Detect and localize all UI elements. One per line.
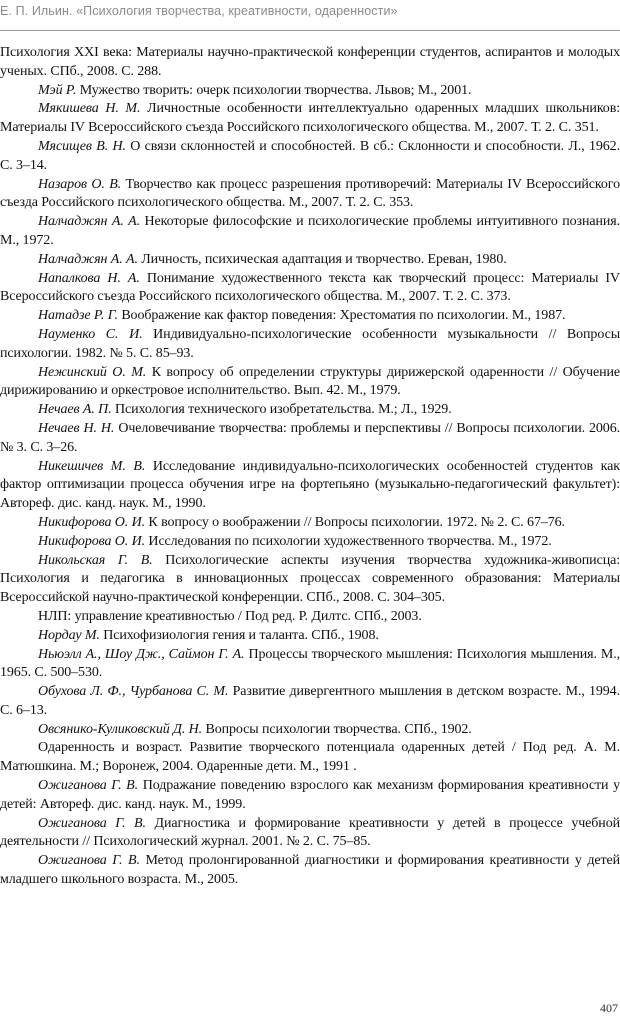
reference-author: Напалкова Н. А. [38,270,140,286]
reference-text: Очеловечивание творчества: проблемы и перспективы // Вопросы психологии. 2006. № 3. С. 3–26. [0,420,620,455]
reference-author: Ожиганова Г. В. [38,815,146,831]
reference-text: Психофизиология гения и таланта. СПб., 1908. [99,627,379,643]
reference-entry [0,777,620,815]
reference-author: Нечаев А. П. [38,402,112,418]
reference-entry [0,176,620,214]
reference-entry [0,251,620,270]
reference-list [0,44,620,890]
reference-text: Личность, психическая адаптация и творчество. Ереван, 1980. [137,251,507,267]
reference-author: Науменко С. И. [38,326,143,342]
reference-text: К вопросу о воображении // Вопросы психологии. 1972. № 2. С. 67–76. [145,514,565,530]
reference-text: Психология технического изобретательства. М.; Л., 1929. [111,402,452,418]
reference-author: Ньюэлл А., Шоу Дж., Саймон Г. А. [38,646,245,662]
reference-author: Мясищев В. Н. [38,138,126,154]
reference-author: Мякишева Н. М. [38,101,141,117]
reference-author: Налчаджян А. А. [38,214,141,230]
reference-text: Психология XXI века: Материалы научно-практической конференции студентов, аспирантов и молодых ученых. СПб., 2008. С. 288. [0,45,620,79]
reference-author: Обухова Л. Ф., Чурбанова С. М. [38,684,229,700]
reference-text: Развитие дивергентного мышления в детском возрасте. М., 1994. С. 6–13. [0,684,620,718]
reference-text: Личностные особенности интеллектуально одаренных младших школьников: Материалы IV Всероссийского съезда Российского психологического общества. М., 2007. Т. 2. С. 351. [0,101,620,136]
reference-entry [0,100,620,138]
reference-author: Никифорова О. И. [38,533,146,549]
reference-text: Исследование индивидуально-психологических особенностей студентов как фактор оптимизации процесса обучения игре на фортепьяно (музыкально-педагогический факультет): Автореф. дис. канд. наук. М., 1990. [0,458,620,512]
running-head: Е. П. Ильин. «Психология творчества, креативности, одаренности» [0,4,398,18]
reference-text: НЛП: управление креативностью / Под ред. Р. Дилтс. СПб., 2003. [38,608,422,624]
header-divider [0,30,620,31]
reference-text: Мужество творить: очерк психологии творчества. Львов; М., 2001. [76,82,472,98]
reference-text: Подражание поведению взрослого как механизм формирования креативности у детей: Автореф. дис. канд. наук. М., 1999. [0,778,620,812]
reference-text: Творчество как процесс разрешения противоречий: Материалы IV Всероссийского съезда Российского психологического общества. М., 2007. Т. 2. С. 353. [0,176,620,211]
reference-text: К вопросу об определении структуры дирижерской одаренности // Обучение дирижированию и оркестровое исполнительство. Вып. 42. М., 1979. [0,364,620,399]
reference-entry [0,420,620,458]
reference-entry [0,721,620,740]
reference-entry [0,627,620,646]
reference-author: Нежинский О. М. [38,364,147,380]
reference-entry [0,270,620,308]
reference-text: Вопросы психологии творчества. СПб., 1902. [202,721,472,737]
reference-entry [0,552,620,608]
reference-entry [0,307,620,326]
reference-entry [0,82,620,101]
reference-text: Психологические аспекты изучения творчества художника-живописца: Психология и педагогика в инновационных процессах современного образования: Материалы Всероссийской научно-практической конференции. СПб., 2008. С. 304–305. [0,552,620,606]
reference-entry [0,364,620,402]
reference-author: Овсянико-Куликовский Д. Н. [38,721,203,737]
reference-text: Индивидуально-психологические особенности музыкальности // Вопросы психологии. 1982. № 5. С. 85–93. [0,326,620,361]
reference-entry [0,533,620,552]
reference-text: О связи склонностей и способностей. В сб.: Склонности и способности. Л., 1962. С. 3–14. [0,138,620,173]
reference-text: Метод пролонгированной диагностики и формирования креативности у детей младшего школьного возраста. М., 2005. [0,853,620,888]
reference-entry [0,739,620,777]
reference-author: Натадзе Р. Г. [38,308,118,324]
reference-entry [0,458,620,514]
reference-author: Никольская Г. В. [38,552,153,568]
reference-author: Нордау М. [38,627,100,643]
reference-text: Понимание художественного текста как творческий процесс: Материалы IV Всероссийского съезда Российского психологического общества. М., 2007. Т. 2. С. 373. [0,270,620,305]
reference-author: Нечаев Н. Н. [38,420,115,436]
reference-author: Мэй Р. [38,82,77,98]
reference-author: Налчаджян А. А. [38,251,138,267]
reference-entry [0,683,620,721]
reference-entry [0,326,620,364]
reference-entry [0,815,620,853]
reference-entry [0,138,620,176]
reference-text: Исследования по психологии художественного творчества. М., 1972. [145,533,552,549]
reference-author: Ожиганова Г. В. [38,853,140,869]
reference-entry [0,44,620,82]
page-number: 407 [600,1001,618,1015]
reference-text: Некоторые философские и психологические проблемы интуитивного познания. М., 1972. [0,214,620,248]
reference-entry [0,608,620,627]
reference-author: Никешичев М. В. [38,458,146,474]
reference-author: Назаров О. В. [38,176,122,192]
reference-text: Диагностика и формирование креативности у детей в процессе учебной деятельности // Психологический журнал. 2001. № 2. С. 75–85. [0,815,620,850]
reference-entry [0,213,620,251]
reference-entry [0,852,620,890]
reference-author: Никифорова О. И. [38,514,146,530]
reference-text: Воображение как фактор поведения: Хрестоматия по психологии. М., 1987. [117,308,566,324]
reference-author: Ожиганова Г. В. [38,778,139,794]
reference-entry [0,646,620,684]
reference-text: Процессы творческого мышления: Психология мышления. М., 1965. С. 500–530. [0,646,620,681]
reference-entry [0,401,620,420]
reference-entry [0,514,620,533]
reference-text: Одаренность и возраст. Развитие творческого потенциала одаренных детей / Под ред. А. М. Матюшкина. М.; Воронеж, 2004. Одаренные дети. М., 1991 . [0,740,620,775]
